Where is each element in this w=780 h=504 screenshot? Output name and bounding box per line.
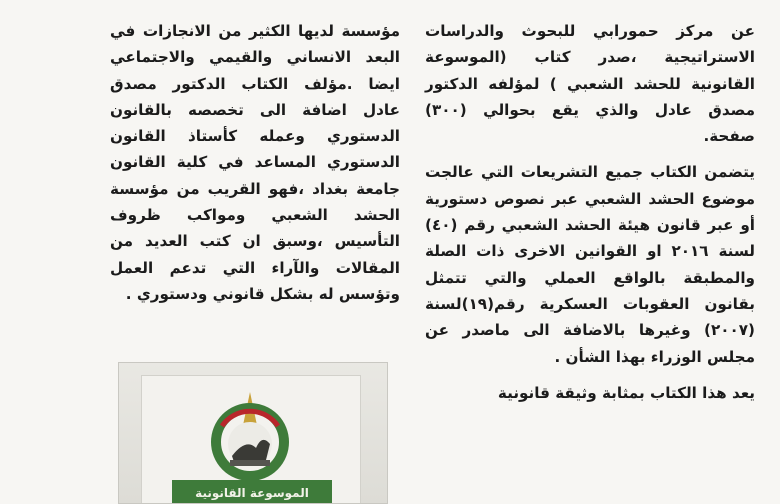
article-column-right [425, 18, 755, 406]
book-cover-title: الموسوعة القانونية [172, 480, 332, 504]
pmf-emblem-icon [200, 386, 300, 482]
article-column-left [110, 18, 400, 307]
article-paragraph-closing: يعد هذا الكتاب بمثابة وثيقة قانونية [497, 383, 755, 402]
article-paragraph-author: مؤسسة لديها الكثير من الانجازات في البعد الانساني والقيمي والاجتماعي ايضا .مؤلف الكتاب الدكتور مصدق عادل اضافة الى تخصصه بالقانون الدستوري وعمله كأستاذ القانون الدستوري المساعد في كلية القانون جامعة بغداد ،فهو القريب من مؤسسة الحشد الشعبي ومواكب ظروف التأسيس ،وسبق ان كتب العديد من المقالات والآراء التي تدعم العمل وتؤسس له بشكل قانوني ودستوري . [110, 22, 400, 303]
article-paragraph-intro: عن مركز حمورابي للبحوث والدراسات الاستراتيجية ،صدر كتاب (الموسوعة القانونية للحشد الشعبي ) لمؤلفه الدكتور مصدق عادل والذي يقع بحوالي (٣٠٠) صفحة. [425, 22, 755, 146]
article-paragraph-contents: يتضمن الكتاب جميع التشريعات التي عالجت موضوع الحشد الشعبي عبر نصوص دستورية أو عبر قانون هيئة الحشد الشعبي رقم (٤٠) لسنة ٢٠١٦ او القوانين الاخرى ذات الصلة والمطبقة بالواقع العملي والتي تتمثل بقانون العقوبات العسكرية رقم(١٩)لسنة (٢٠٠٧) وغيرها بالاضافة الى ماصدر عن مجلس الوزراء بهذا الشأن . [425, 163, 756, 366]
book-cover-photo [118, 362, 388, 504]
book-cover [141, 375, 361, 504]
